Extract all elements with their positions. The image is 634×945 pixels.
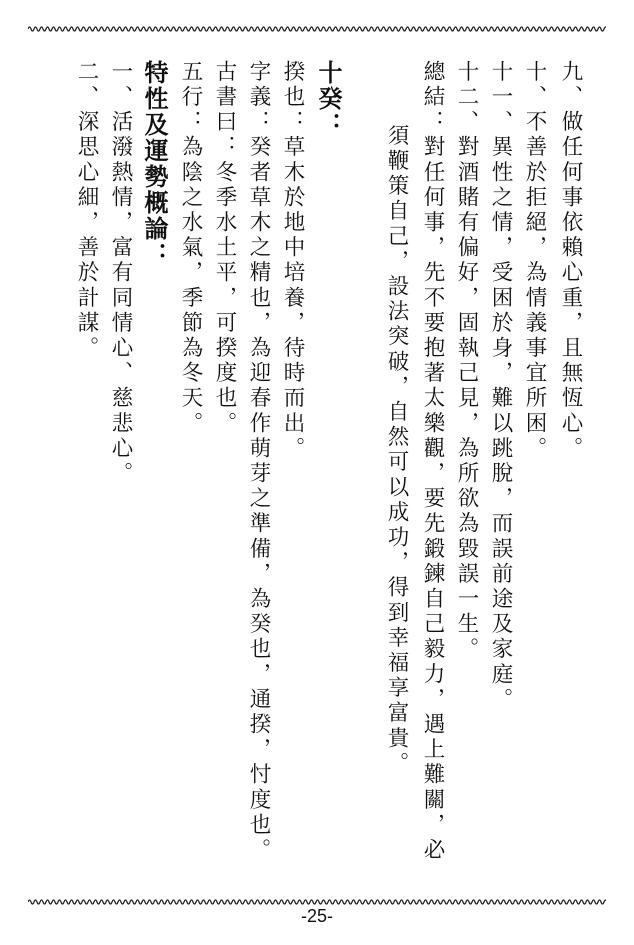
summary-line-1: 總結：對任何事，先不要抱著太樂觀，要先鍛鍊自己毅力，遇上難關，必 — [420, 60, 445, 864]
traits-title: 特性及運勢概論： — [140, 60, 168, 268]
item-twelve: 十二、對酒賭有偏好，固執己見，為所欲為毀誤一生。 — [454, 60, 479, 663]
item-nine: 九、做任何事依賴心重，且無恆心。 — [558, 60, 583, 462]
item-ten: 十、不善於拒絕，為情義事宜所困。 — [522, 60, 547, 462]
section-title: 十癸： — [314, 60, 342, 138]
section-line-element: 五行：為陰之水氣，季節為冬天。 — [178, 60, 203, 437]
item-eleven: 十一、異性之情，受困於身，難以跳脫，而誤前途及家庭。 — [488, 60, 513, 713]
section-line-ancient: 古書曰：冬季水土平，可揆度也。 — [212, 60, 237, 437]
page-number: -25- — [300, 906, 333, 926]
section-line-meaning: 字義：癸者草木之精也，為迎春作萌芽之準備，為癸也，通揆，忖度也。 — [246, 60, 271, 864]
top-border-ornament — [28, 24, 606, 34]
trait-two: 二、深思心細，善於計謀。 — [74, 60, 99, 362]
section-line-kui: 揆也：草木於地中培養，待時而出。 — [280, 60, 305, 462]
trait-one: 一、活潑熱情，富有同情心、慈悲心。 — [108, 60, 133, 487]
summary-line-2: 須鞭策自己，設法突破，自然可以成功，得到幸福享富貴。 — [384, 124, 409, 777]
